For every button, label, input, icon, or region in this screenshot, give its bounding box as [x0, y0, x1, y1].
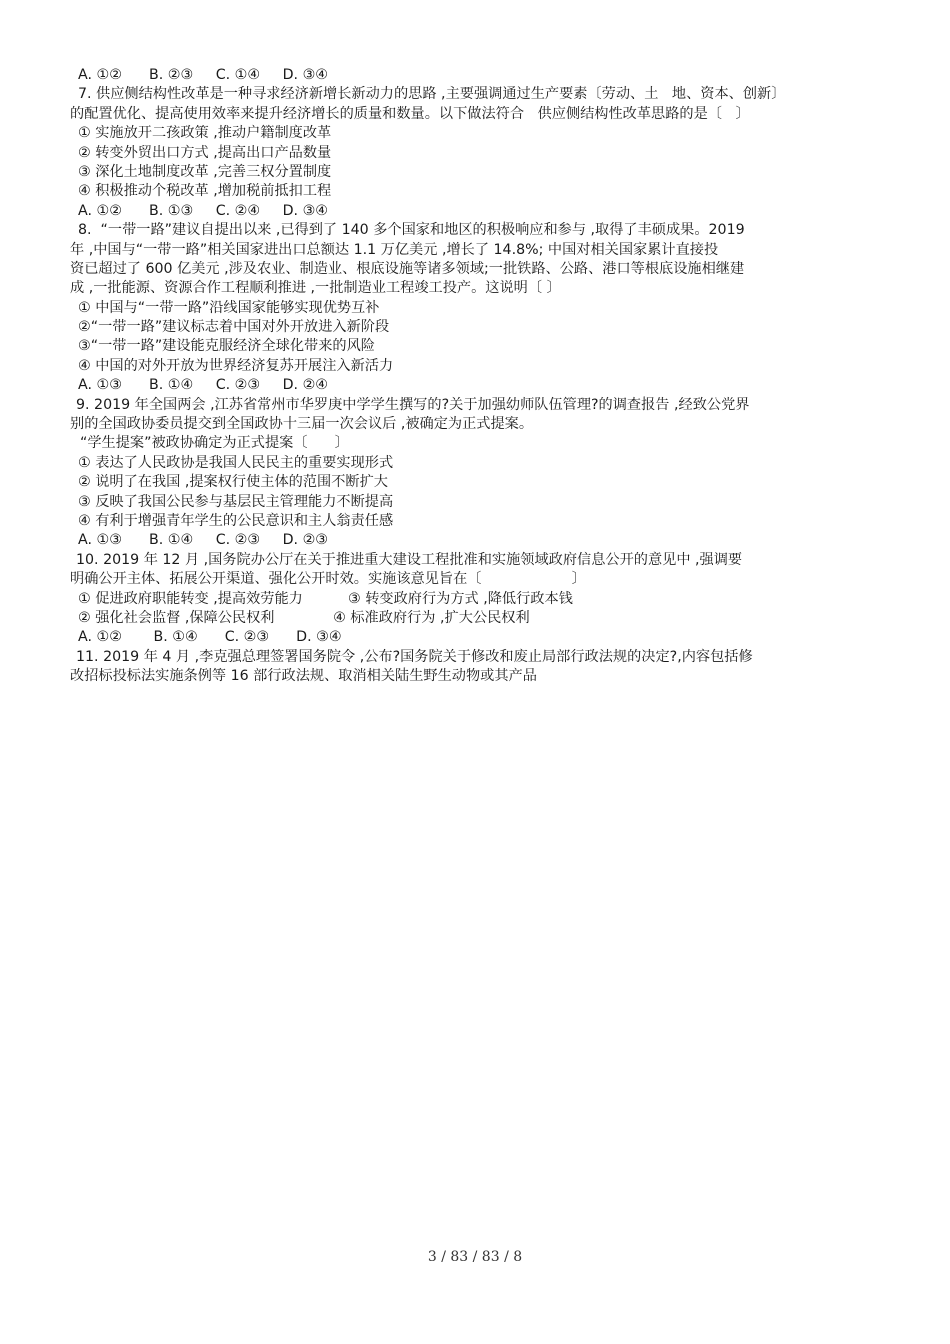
- text-line: A. ①② B. ①③ C. ②④ D. ③④: [78, 202, 329, 219]
- text-line: 10. 2019 年 12 月 ,国务院办公厅在关于推进重大建设工程批准和实施领域政府信息公开的意见中 ,强调要: [76, 551, 743, 568]
- text-line: ① 中国与“一带一路”沿线国家能够实现优势互补: [78, 299, 380, 316]
- text-line: ③“一带一路”建设能克服经济全球化带来的风险: [78, 338, 375, 355]
- text-line: 的配置优化、提高使用效率来提升经济增长的质量和数量。以下做法符合 供应侧结构性改革思路的是〔 〕: [70, 105, 750, 122]
- text-line: 别的全国政协委员提交到全国政协十三届一次会议后 ,被确定为正式提案。: [70, 416, 534, 433]
- text-line: ② 强化社会监督 ,保障公民权利 ④ 标准政府行为 ,扩大公民权利: [78, 609, 530, 626]
- text-line: ④ 有利于增强青年学生的公民意识和主人翁责任感: [78, 512, 394, 529]
- text-line: 7. 供应侧结构性改革是一种寻求经济新增长新动力的思路 ,主要强调通过生产要素〔劳动、土 地、资本、创新〕: [78, 86, 786, 103]
- document-body: [70, 66, 885, 687]
- text-line: ④ 积极推动个税改革 ,增加税前抵扣工程: [78, 183, 332, 200]
- text-line: “学生提案”被政协确定为正式提案〔 〕: [80, 435, 349, 452]
- text-line: ① 促进政府职能转变 ,提高效劳能力 ③ 转变政府行为方式 ,降低行政本钱: [78, 590, 573, 607]
- text-line: ① 表达了人民政协是我国人民民主的重要实现形式: [78, 454, 394, 471]
- text-line: ③ 深化土地制度改革 ,完善三权分置制度: [78, 163, 332, 180]
- text-line: 年 ,中国与“一带一路”相关国家进出口总额达 1.1 万亿美元 ,增长了 14.8%; 中国对相关国家累计直接投: [70, 241, 719, 258]
- text-line: ② 说明了在我国 ,提案权行使主体的范围不断扩大: [78, 474, 388, 491]
- text-line: ② 转变外贸出口方式 ,提高出口产品数量: [78, 144, 332, 161]
- text-line: 明确公开主体、拓展公开渠道、强化公开时效。实施该意见旨在〔 〕: [70, 571, 586, 588]
- text-line: ① 实施放开二孩政策 ,推动户籍制度改革: [78, 125, 332, 142]
- text-line: ④ 中国的对外开放为世界经济复苏开展注入新活力: [78, 357, 394, 374]
- text-line: 8. “一带一路”建议自提出以来 ,已得到了 140 多个国家和地区的积极响应和参与 ,取得了丰硕成果。2019: [78, 222, 745, 239]
- text-line: ③ 反映了我国公民参与基层民主管理能力不断提高: [78, 493, 394, 510]
- text-line: 11. 2019 年 4 月 ,李克强总理签署国务院令 ,公布?国务院关于修改和废止局部行政法规的决定?,内容包括修: [76, 648, 753, 665]
- text-line: 9. 2019 年全国两会 ,江苏省常州市华罗庚中学学生撰写的?关于加强幼师队伍管理?的调查报告 ,经致公党界: [76, 396, 750, 413]
- text-line: 资已超过了 600 亿美元 ,涉及农业、制造业、根底设施等诸多领域;一批铁路、公路、港口等根底设施相继建: [70, 260, 745, 277]
- text-line: A. ①② B. ①④ C. ②③ D. ③④: [78, 629, 342, 646]
- text-line: A. ①③ B. ①④ C. ②③ D. ②③: [78, 532, 329, 549]
- text-line: 成 ,一批能源、资源合作工程顺利推进 ,一批制造业工程竣工投产。这说明〔 〕: [70, 280, 561, 297]
- page-number: 3 / 83 / 83 / 8: [427, 1249, 523, 1265]
- text-line: 改招标投标法实施条例等 16 部行政法规、取消相关陆生野生动物或其产品: [70, 668, 537, 685]
- text-line: ②“一带一路”建议标志着中国对外开放进入新阶段: [78, 319, 390, 336]
- text-line: A. ①② B. ②③ C. ①④ D. ③④: [78, 67, 329, 83]
- text-line: A. ①③ B. ①④ C. ②③ D. ②④: [78, 377, 329, 394]
